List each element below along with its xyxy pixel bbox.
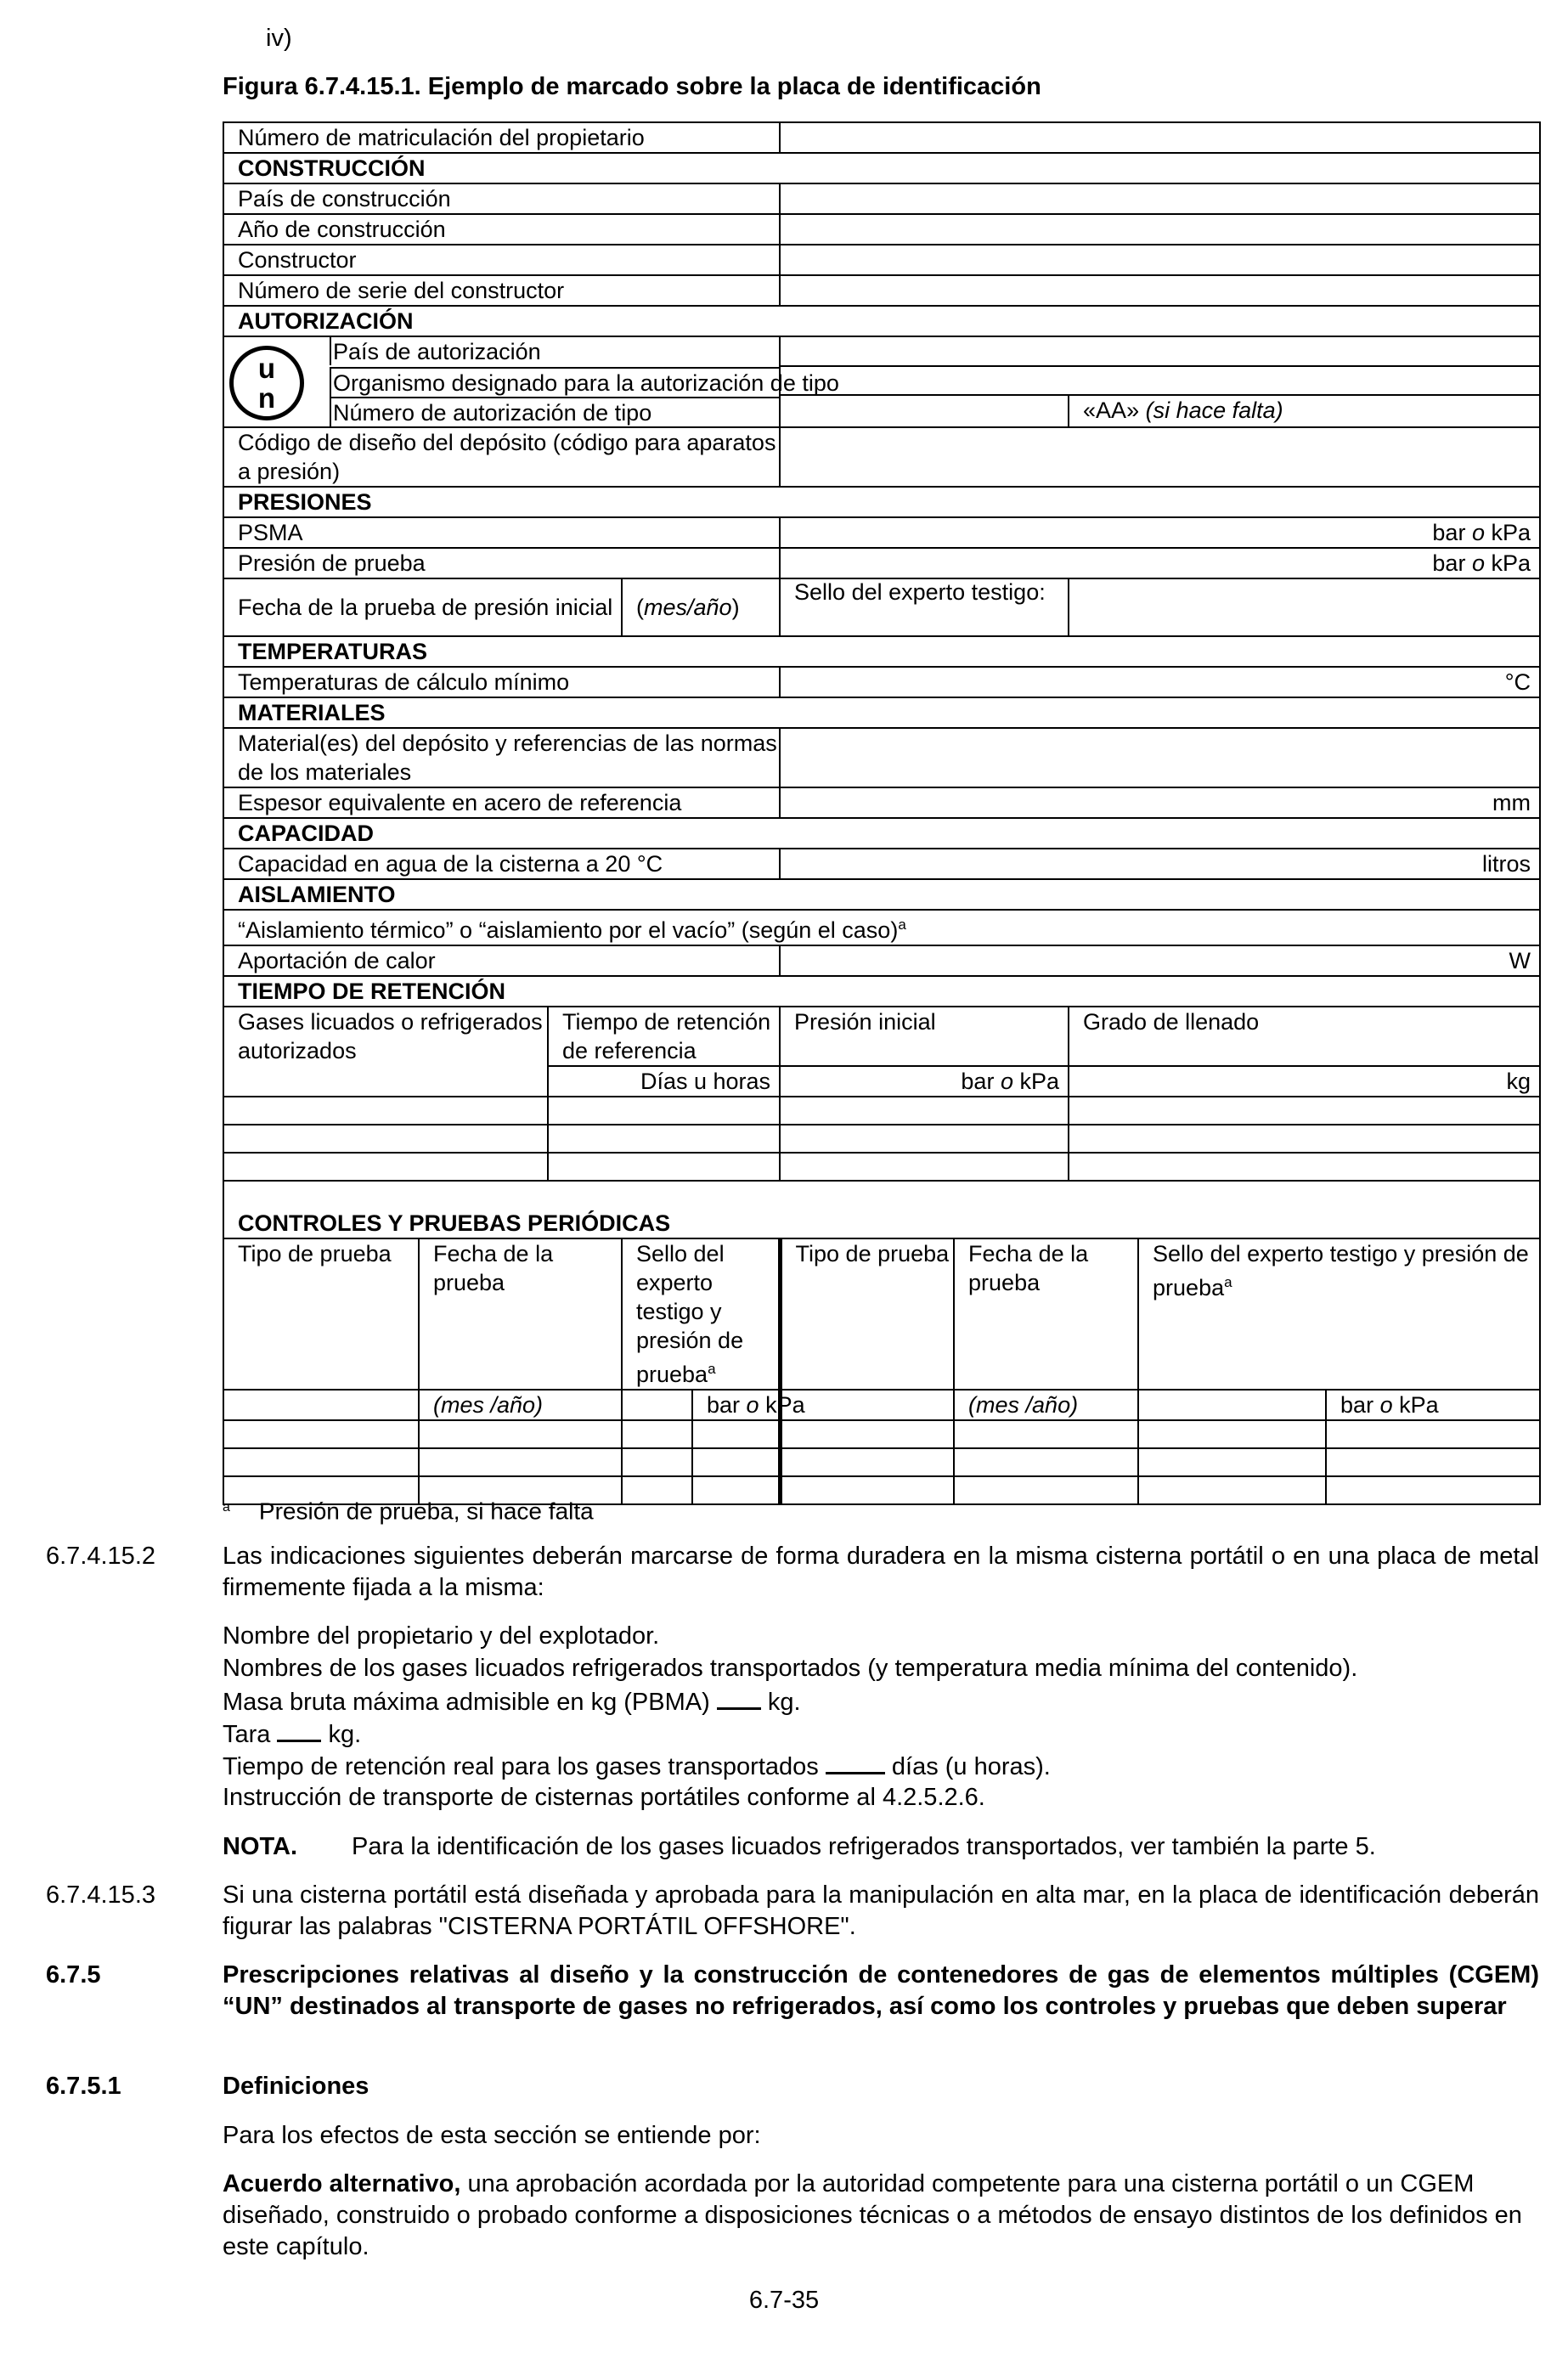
section-title-6-7-5-1: Definiciones — [223, 2073, 369, 2100]
footnote: $^a$ Presión de prueba, si hace falta — [223, 1498, 594, 1525]
shell-materials-label: Material(es) del depósito y referencias de las normas de los materiales — [223, 728, 780, 787]
definition-alternative-arrangement: Acuerdo alternativo, una aprobación acordada por la autoridad competente para una cisterna portátil o un CGEM diseñado, construido o probado conforme a disposiciones técnicas o a métodos de ensayo distintos de los definidos en este capítulo. — [223, 2170, 1522, 2260]
capacity-heading: CAPACIDAD — [223, 818, 1540, 849]
figure-title: Figura 6.7.4.15.1. Ejemplo de marcado sobre la placa de identificación — [223, 73, 1041, 100]
insulation-heading: AISLAMIENTO — [223, 879, 1540, 910]
marking-line-pbma: Masa bruta máxima admisible en kg (PBMA) kg. — [223, 1685, 801, 1718]
mawp-unit: bar o kPa — [780, 517, 1540, 548]
approval-heading: AUTORIZACIÓN — [223, 306, 1540, 336]
initial-test-date-label: Fecha de la prueba de presión inicial — [223, 578, 622, 636]
test-type-label-1: Tipo de prueba — [223, 1238, 419, 1390]
capacity-unit: litros — [780, 849, 1540, 879]
heat-influx-label: Aportación de calor — [223, 945, 780, 976]
days-hours-unit: Días u horas — [548, 1066, 780, 1097]
definitions-intro: Para los efectos de esta sección se entiende por: — [223, 2122, 761, 2149]
page-number: 6.7-35 — [748, 2287, 820, 2314]
temp-unit: °C — [780, 667, 1540, 697]
min-design-temp-label: Temperaturas de cálculo mínimo — [223, 667, 780, 697]
owner-reg-value — [780, 122, 1540, 153]
test-date-label-2: Fecha de la prueba — [954, 1238, 1138, 1390]
pressure-unit-2: bar o kPa — [1326, 1390, 1540, 1420]
periodic-tests-heading: CONTROLES Y PRUEBAS PERIÓDICAS — [223, 1209, 1540, 1238]
design-code-label: Código de diseño del depósito (código para aparatos a presión) — [223, 427, 780, 487]
approval-body-label: Organismo designado para la autorización de tipo — [330, 367, 779, 397]
manufacturer-label: Constructor — [223, 245, 780, 275]
construction-heading: CONSTRUCCIÓN — [223, 153, 1540, 183]
witness-stamp-pressure-label-2: Sello del experto testigo y presión de prueba$^a$ — [1138, 1238, 1540, 1390]
section-text-6-7-4-15-3: Si una cisterna portátil está diseñada y aprobada para la manipulación en alta mar, en la placa de identificación deberán figurar las palabras "CISTERNA PORTÁTIL OFFSHORE". — [223, 1881, 1539, 1940]
witness-stamp-label: Sello del experto testigo: — [780, 578, 1069, 636]
mawp-label: PSMA — [223, 517, 780, 548]
approval-block — [223, 336, 839, 427]
marking-line-1: Nombre del propietario y del explotador. — [223, 1622, 660, 1650]
pressures-heading: PRESIONES — [223, 487, 1540, 517]
owner-reg-label: Número de matriculación del propietario — [223, 122, 780, 153]
marking-line-tara: Tara kg. — [223, 1718, 361, 1751]
serial-label: Número de serie del constructor — [223, 275, 780, 306]
holding-time-heading: TIEMPO DE RETENCIÓN — [223, 976, 1540, 1007]
marking-line-2: Nombres de los gases licuados refrigerados transportados (y temperatura media mínima del contenido). — [223, 1655, 1358, 1682]
identification-plate-table — [223, 121, 1541, 1505]
section-number-6-7-4-15-3: 6.7.4.15.3 — [46, 1881, 155, 1909]
witness-stamp-pressure-label-1: Sello del experto testigo y presión de prueba$^a$ — [622, 1238, 780, 1390]
materials-heading: MATERIALES — [223, 697, 1540, 728]
approval-country-label: País de autorización — [330, 337, 779, 365]
ref-holding-time-label: Tiempo de retención de referencia — [548, 1007, 780, 1066]
section-text-6-7-4-15-2: Las indicaciones siguientes deberán marcarse de forma duradera en la misma cisterna portátil o en una placa de metal firmemente fijada a la misma: — [223, 1543, 1539, 1601]
filling-degree-label: Grado de llenado — [1069, 1007, 1540, 1066]
section-number-6-7-5: 6.7.5 — [46, 1961, 101, 1989]
pressure-unit-1: bar o kPa — [692, 1390, 780, 1420]
test-date-label-1: Fecha de la prueba — [419, 1238, 622, 1390]
note-label: NOTA. — [223, 1833, 298, 1860]
approval-number-label: Número de autorización de tipo — [330, 397, 779, 428]
section-number-6-7-5-1: 6.7.5.1 — [46, 2073, 121, 2100]
list-label: iv) — [266, 25, 292, 52]
test-type-label-2: Tipo de prueba — [780, 1238, 954, 1390]
aa-note: «AA» (si hace falta) — [1069, 395, 1540, 427]
pressure-unit: bar o kPa — [780, 1066, 1069, 1097]
section-number-6-7-4-15-2: 6.7.4.15.2 — [46, 1543, 155, 1570]
water-capacity-label: Capacidad en agua de la cisterna a 20 °C — [223, 849, 780, 879]
date-format-1: (mes /año) — [419, 1390, 622, 1420]
section-title-6-7-5: Prescripciones relativas al diseño y la construcción de contenedores de gas de elementos múltiples (CGEM) “UN” destinados al transporte de gases no refrigerados, así como los controles y pruebas que deben superar — [223, 1961, 1539, 2020]
marking-line-retention: Tiempo de retención real para los gases transportados días (u horas). — [223, 1750, 1051, 1783]
year-construction-label: Año de construcción — [223, 214, 780, 245]
initial-test-date-format: (mes/año) — [622, 578, 780, 636]
initial-pressure-label: Presión inicial — [780, 1007, 1069, 1066]
equiv-thickness-label: Espesor equivalente en acero de referencia — [223, 787, 780, 818]
filling-unit: kg — [1069, 1066, 1540, 1097]
gases-authorized-label: Gases licuados o refrigerados autorizados — [223, 1007, 548, 1097]
marking-line-instruction: Instrucción de transporte de cisternas portátiles conforme al 4.2.5.2.6. — [223, 1784, 985, 1811]
note-text: Para la identificación de los gases licuados refrigerados transportados, ver también la parte 5. — [352, 1833, 1376, 1860]
test-pressure-unit: bar o kPa — [780, 548, 1540, 578]
country-construction-label: País de construcción — [223, 183, 780, 214]
test-pressure-label: Presión de prueba — [223, 548, 780, 578]
thickness-unit: mm — [780, 787, 1540, 818]
date-format-2: (mes /año) — [954, 1390, 1138, 1420]
temperatures-heading: TEMPERATURAS — [223, 636, 1540, 667]
un-symbol-icon: u n — [229, 346, 304, 420]
insulation-type-label: “Aislamiento térmico” o “aislamiento por el vacío” (según el caso)$^a$ — [223, 910, 1540, 945]
heat-unit: W — [780, 945, 1540, 976]
